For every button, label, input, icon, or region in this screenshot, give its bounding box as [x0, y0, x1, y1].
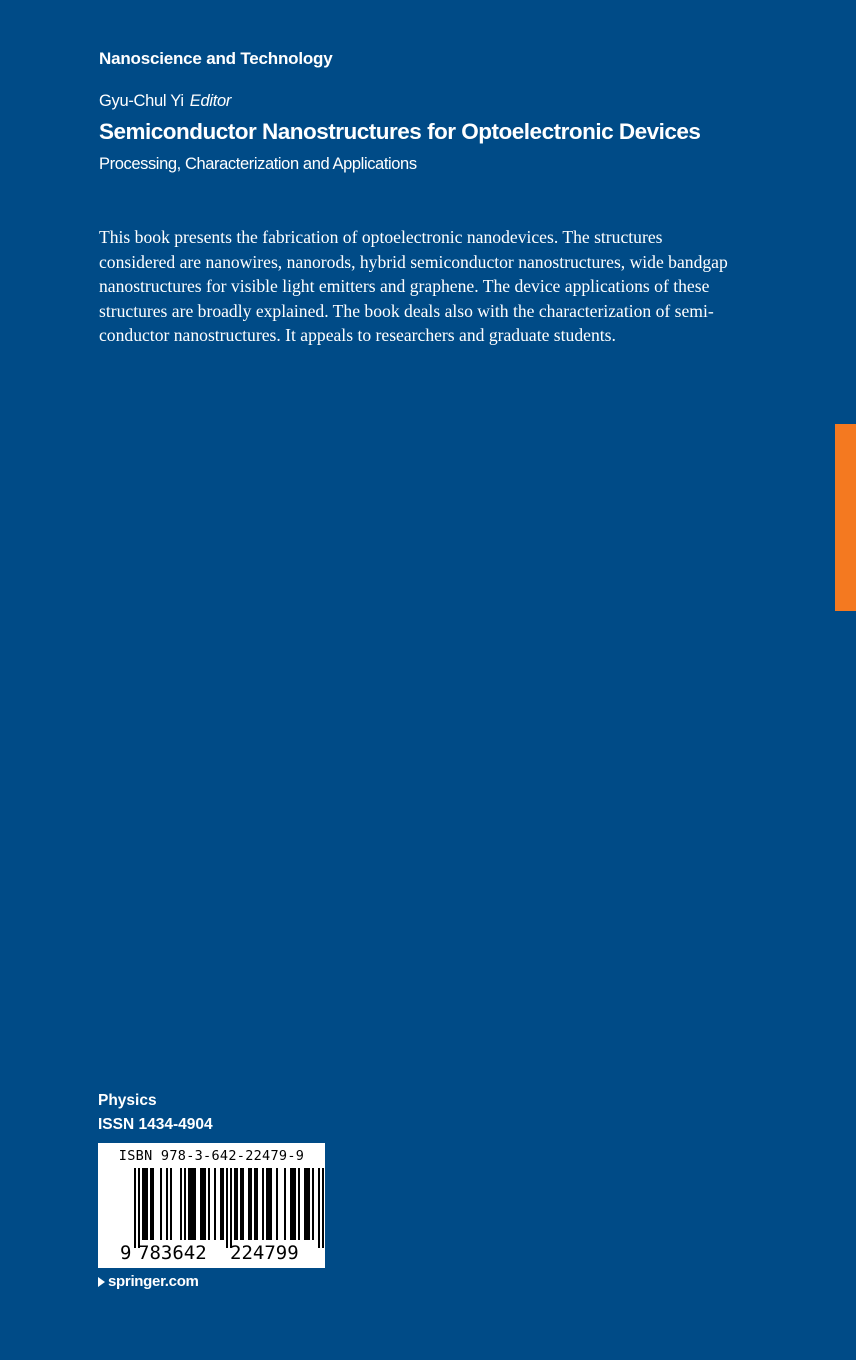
editor-name: Gyu-Chul Yi	[99, 92, 184, 110]
barcode-bar	[190, 1168, 192, 1240]
editor-line	[99, 92, 231, 111]
barcode-bar	[298, 1168, 300, 1240]
barcode-bar	[266, 1168, 268, 1240]
barcode-bar	[242, 1168, 244, 1240]
issn-label: ISSN 1434-4904	[98, 1116, 213, 1133]
barcode-bar	[262, 1168, 264, 1240]
description-line: considered are nanowires, nanorods, hybrid semiconductor nanostructures, wide bandgap	[99, 251, 728, 272]
barcode-bar	[220, 1168, 222, 1240]
barcode-bar	[304, 1168, 306, 1240]
barcode-bar	[270, 1168, 272, 1240]
book-description	[99, 225, 777, 348]
publisher-link[interactable]	[98, 1273, 199, 1290]
barcode-bar	[312, 1168, 314, 1240]
barcode-bar	[200, 1168, 202, 1240]
barcode-bar	[256, 1168, 258, 1240]
barcode-bar	[292, 1168, 294, 1240]
barcode-bar	[268, 1168, 270, 1240]
barcode-bar	[204, 1168, 206, 1240]
editor-role: Editor	[189, 92, 232, 110]
barcode-bar	[306, 1168, 308, 1240]
publisher-url: springer.com	[108, 1273, 199, 1290]
orange-spine-tab	[835, 424, 856, 611]
barcode-bar	[150, 1168, 152, 1240]
barcode-bar	[144, 1168, 146, 1240]
barcode-bar	[254, 1168, 256, 1240]
barcode-bar	[188, 1168, 190, 1240]
barcode-bar	[152, 1168, 154, 1240]
description-line: conductor nanostructures. It appeals to researchers and graduate students.	[99, 325, 616, 346]
barcode-bar	[240, 1168, 242, 1240]
ean-right-group: 224799	[230, 1242, 299, 1264]
description-line: structures are broadly explained. The book deals also with the characterization of semi-	[99, 300, 714, 321]
isbn-barcode	[98, 1143, 325, 1268]
barcode-bar	[236, 1168, 238, 1240]
barcode-bar	[276, 1168, 278, 1240]
ean-first-digit: 9	[120, 1242, 132, 1264]
book-subtitle: Processing, Characterization and Applications	[99, 155, 417, 173]
barcode-bar	[142, 1168, 144, 1240]
barcode-bar	[202, 1168, 204, 1240]
barcode-bar	[226, 1168, 228, 1248]
description-line: This book presents the fabrication of optoelectronic nanodevices. The structures	[99, 227, 663, 247]
barcode-bar	[192, 1168, 194, 1240]
barcode-bar	[166, 1168, 168, 1240]
barcode-bar	[230, 1168, 232, 1248]
barcode-bar	[138, 1168, 140, 1248]
barcode-bar	[318, 1168, 320, 1248]
barcode-bar	[234, 1168, 236, 1240]
book-title: Semiconductor Nanostructures for Optoelectronic Devices	[99, 119, 701, 144]
barcode-bar	[194, 1168, 196, 1240]
barcode-bar	[170, 1168, 172, 1240]
barcode-bar	[134, 1168, 136, 1248]
ean-left-group: 783642	[138, 1242, 207, 1264]
barcode-bar	[208, 1168, 210, 1240]
barcode-bar	[146, 1168, 148, 1240]
series-name: Nanoscience and Technology	[99, 49, 333, 68]
barcode-bar	[184, 1168, 186, 1240]
barcode-bar	[250, 1168, 252, 1240]
isbn-text: ISBN 978-3-642-22479-9	[118, 1148, 305, 1164]
subject-label: Physics	[98, 1092, 157, 1109]
barcode-bar	[284, 1168, 286, 1240]
arrow-right-icon	[98, 1277, 105, 1287]
barcode-bar	[214, 1168, 216, 1240]
barcode-bar	[160, 1168, 162, 1240]
description-line: nanostructures for visible light emitters and graphene. The device applications of these	[99, 276, 710, 297]
barcode-bar	[180, 1168, 182, 1240]
barcode-bar	[322, 1168, 324, 1248]
barcode-bar	[308, 1168, 310, 1240]
barcode-bar	[294, 1168, 296, 1240]
barcode-bar	[248, 1168, 250, 1240]
barcode-bar	[290, 1168, 292, 1240]
barcode-bar	[222, 1168, 224, 1240]
